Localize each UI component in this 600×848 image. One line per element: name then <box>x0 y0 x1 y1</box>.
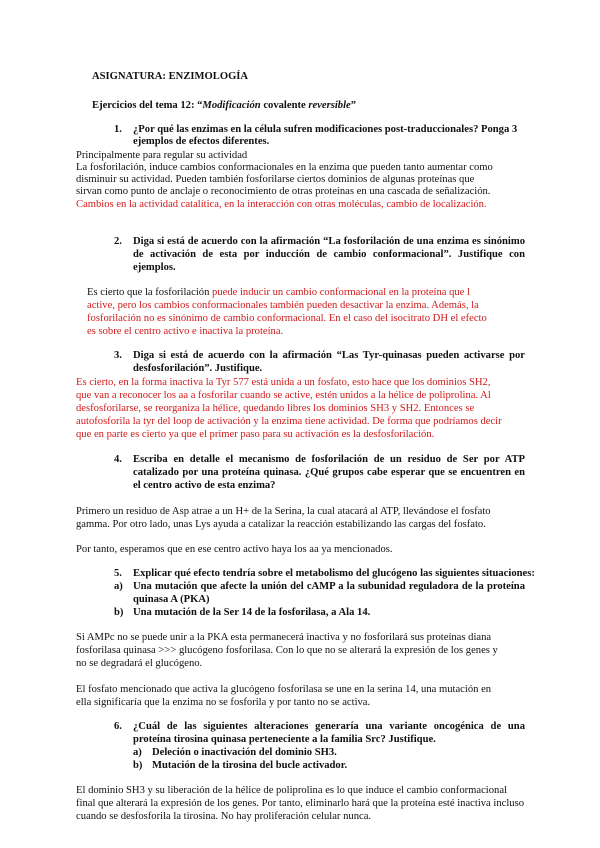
q2-number: 2. <box>114 236 122 247</box>
q2-question-line-3: ejemplos. <box>133 262 176 273</box>
q5-a-line-2: quinasa A (PKA) <box>133 594 210 605</box>
q2-answer-line: Es cierto que la fosforilación puede inducir un cambio conformacional en la proteína que l <box>87 287 471 298</box>
q3-question-line-1: Diga si está de acuerdo con la afirmación “Las Tyr-quinasas pueden activarse por <box>133 350 525 361</box>
q5-answer-line: no se degradará el glucógeno. <box>76 658 203 669</box>
q1-answer-line: Principalmente para regular su actividad <box>76 150 248 161</box>
q4-question-line-1: Escriba en detalle el mecanismo de fosforilación de un residuo de Ser por ATP <box>133 454 525 465</box>
q3-question-line-2: desfosforilación”. Justifique. <box>133 363 263 374</box>
q4-number: 4. <box>114 454 122 465</box>
q3-answer-line: Es cierto, en la forma inactiva la Tyr 577 está unida a un fosfato, esto hace que los dominios SH2, <box>76 377 491 388</box>
q2-question-line-1: Diga si está de acuerdo con la afirmación “La fosforilación de una enzima es sinónimo <box>133 236 525 247</box>
q6-answer-line: cuando se desfosforila la tirosina. No hay proliferación celular nunca. <box>76 811 372 822</box>
q4-answer-line: gamma. Por otro lado, unas Lys ayuda a catalizar la reacción estabilizando las cargas del fosfato. <box>76 519 486 530</box>
q3-number: 3. <box>114 350 122 361</box>
q3-answer-line: desfosforilarse, se reorganiza la hélice, quedando libres los dominios SH3 y SH2. Entonces se <box>76 403 475 414</box>
q6-b-line: Mutación de la tirosina del bucle activador. <box>152 760 348 771</box>
q1-answer-red: Cambios en la actividad catalítica, en la interacción con otras moléculas, cambio de localización. <box>76 199 487 210</box>
q2-answer-line: active, pero los cambios conformacionales también pueden desactivar la enzima. Además, la <box>87 300 479 311</box>
q6-question-line-1: ¿Cuál de las siguientes alteraciones generaría una variante oncogénica de una <box>133 721 525 732</box>
q1-number: 1. <box>114 124 122 135</box>
q5-b-line: Una mutación de la Ser 14 de la fosforilasa, a Ala 14. <box>133 607 371 618</box>
q5-a-label: a) <box>114 581 123 592</box>
q1-answer-line: sirvan como punto de anclaje o reconocimiento de otras proteínas en una cascada de señalización. <box>76 186 491 197</box>
q6-a-label: a) <box>133 747 142 758</box>
subject-heading: ASIGNATURA: ENZIMOLOGÍA <box>92 71 249 82</box>
q2-question-line-2: de activación de esta por inducción de cambio conformacional”. Justifique con <box>133 249 525 260</box>
q3-answer-line: que van a reconocer los aa a fosforilar cuando se active, estén unidos a la hélice de poliprolina. Al <box>76 390 491 401</box>
q6-question-line-2: proteína tirosina quinasa perteneciente a la familia Src? Justifique. <box>133 734 436 745</box>
q4-answer-line: Primero un residuo de Asp atrae a un H+ de la Serina, la cual atacará al ATP, llevándose el fosfato <box>76 506 491 517</box>
q4-question-line-3: el centro activo de esta enzima? <box>133 480 276 491</box>
q1-answer-line: La fosforilación, induce cambios conformacionales en la enzima que pueden tanto aumentar como <box>76 162 493 173</box>
q6-answer-line: final que alterará la expresión de los genes. Por tanto, eliminarlo hará que la proteína esté inactiva incluso <box>76 798 525 809</box>
q4-answer-line: Por tanto, esperamos que en ese centro activo haya los aa ya mencionados. <box>76 544 393 555</box>
q3-answer-line: que en parte es cierto ya que el primer paso para su activación es la desfosforilación. <box>76 429 435 440</box>
q3-answer-line: autofosforila la tyr del loop de activación y la enzima tiene actividad. De forma que podríamos decir <box>76 416 502 427</box>
q6-a-line: Deleción o inactivación del dominio SH3. <box>152 747 337 758</box>
q2-answer-line: fosforilación no es sinónimo de cambio conformacional. En el caso del isocitrato DH el efecto <box>87 313 487 324</box>
q5-a-line-1: Una mutación que afecte la unión del cAMP a la subunidad reguladora de la proteína <box>133 581 525 592</box>
q1-question-line-2: ejemplos de efectos diferentes. <box>133 136 270 147</box>
q5-answer-line: ella significaría que la enzima no se fosforila y por tanto no se activa. <box>76 697 371 708</box>
q5-number: 5. <box>114 568 122 579</box>
q5-answer-line: fosforilasa quinasa >>> glucógeno fosforilasa. Con lo que no se alterará la expresión de los genes y <box>76 645 498 656</box>
exercise-title: Ejercicios del tema 12: “Modificación covalente reversible” <box>92 100 357 111</box>
q5-question-line-1: Explicar qué efecto tendría sobre el metabolismo del glucógeno las siguientes situaciones: <box>133 568 535 579</box>
q5-answer-line: El fosfato mencionado que activa la glucógeno fosforilasa se une en la serina 14, una mutación en <box>76 684 492 695</box>
q4-question-line-2: catalizado por una proteína quinasa. ¿Qué grupos cabe esperar que se encuentren en <box>133 467 525 478</box>
q6-b-label: b) <box>133 760 143 771</box>
q5-b-label: b) <box>114 607 124 618</box>
q6-number: 6. <box>114 721 122 732</box>
q5-answer-line: Si AMPc no se puede unir a la PKA esta permanecerá inactiva y no fosforilará sus proteínas diana <box>76 632 492 643</box>
q6-answer-line: El dominio SH3 y su liberación de la hélice de poliprolina es lo que induce el cambio conformacional <box>76 785 507 796</box>
q2-answer-line: es sobre el centro activo e inactiva la proteína. <box>87 326 284 337</box>
q1-answer-line: disminuir su actividad. Pueden también fosforilarse ciertos dominios de algunas proteínas que <box>76 174 475 185</box>
q1-question-line-1: ¿Por qué las enzimas en la célula sufren modificaciones post-traduccionales? Ponga 3 <box>133 124 518 135</box>
